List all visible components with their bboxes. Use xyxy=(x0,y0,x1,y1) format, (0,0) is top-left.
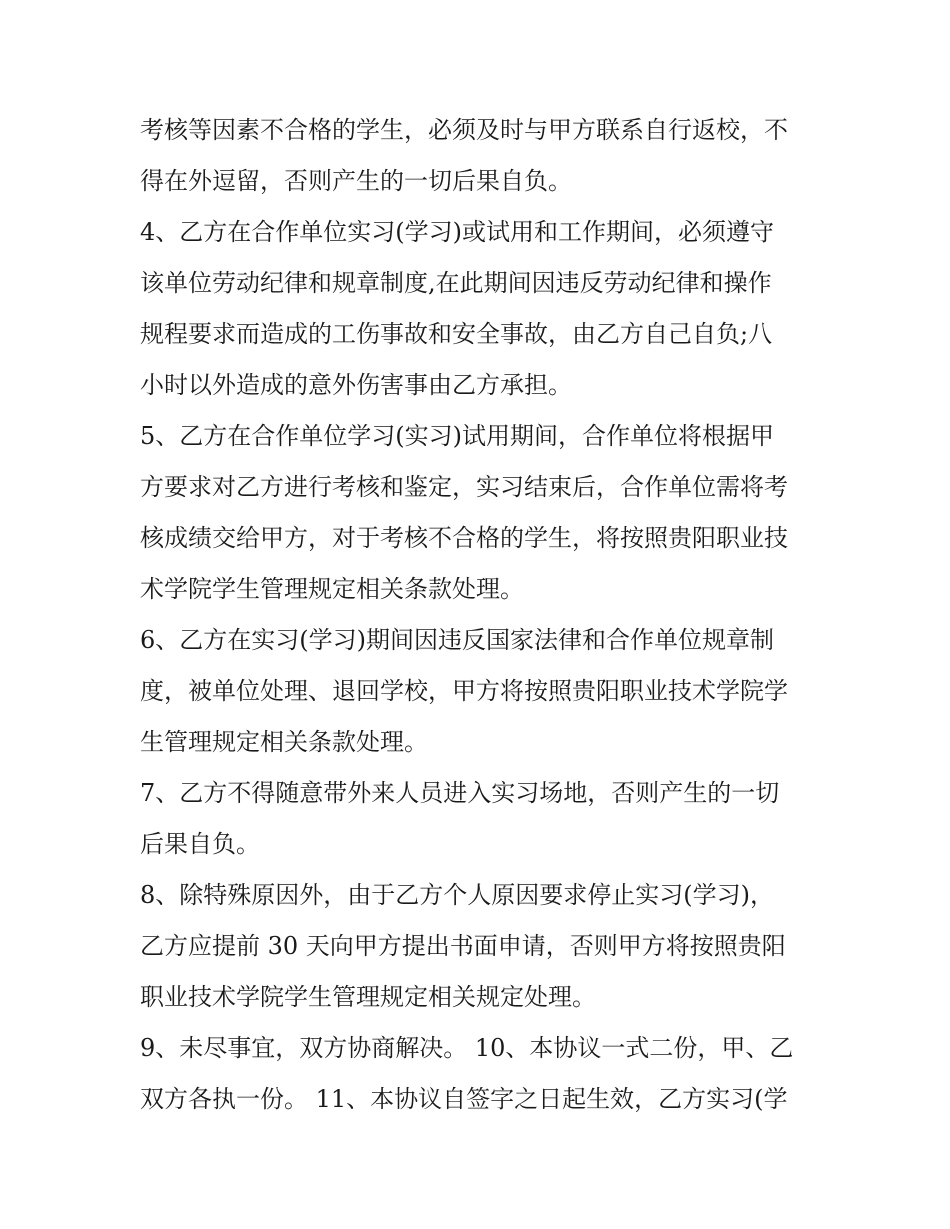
text-line: 考核等因素不合格的学生，必须及时与甲方联系自行返校，不 xyxy=(140,116,788,144)
text-line: 该单位劳动纪律和规章制度,在此期间因违反劳动纪律和操作 xyxy=(140,269,772,297)
text-line: 规程要求而造成的工伤事故和安全事故，由乙方自己自负;八 xyxy=(140,320,773,348)
text-line: 方要求对乙方进行考核和鉴定，实习结束后，合作单位需将考 xyxy=(140,473,788,501)
text-line: 双方各执一份。 11、本协议自签字之日起生效，乙方实习(学 xyxy=(140,1085,788,1113)
text-line: 术学院学生管理规定相关条款处理。 xyxy=(140,575,524,603)
agreement-text xyxy=(140,105,820,1125)
clause-6-line: 6、乙方在实习(学习)期间因违反国家法律和合作单位规章制 xyxy=(140,626,774,654)
clause-4-line: 4、乙方在合作单位实习(学习)或试用和工作期间，必须遵守 xyxy=(140,218,774,246)
text-line: 核成绩交给甲方，对于考核不合格的学生，将按照贵阳职业技 xyxy=(140,524,788,552)
clause-9-line: 9、未尽事宜，双方协商解决。 10、本协议一式二份，甲、乙 xyxy=(140,1034,794,1062)
text-line: 度，被单位处理、退回学校，甲方将按照贵阳职业技术学院学 xyxy=(140,677,788,705)
clause-8-line: 8、除特殊原因外，由于乙方个人原因要求停止实习(学习)， xyxy=(140,881,774,909)
text-line: 后果自负。 xyxy=(140,830,260,858)
text-line: 小时以外造成的意外伤害事由乙方承担。 xyxy=(140,371,572,399)
text-line: 乙方应提前 30 天向甲方提出书面申请，否则甲方将按照贵阳 xyxy=(140,932,786,960)
text-line: 生管理规定相关条款处理。 xyxy=(140,728,428,756)
clause-7-line: 7、乙方不得随意带外来人员进入实习场地，否则产生的一切 xyxy=(140,779,780,807)
text-line: 得在外逗留，否则产生的一切后果自负。 xyxy=(140,167,572,195)
text-line: 职业技术学院学生管理规定相关规定处理。 xyxy=(140,983,596,1011)
clause-5-line: 5、乙方在合作单位学习(实习)试用期间，合作单位将根据甲 xyxy=(140,422,774,450)
